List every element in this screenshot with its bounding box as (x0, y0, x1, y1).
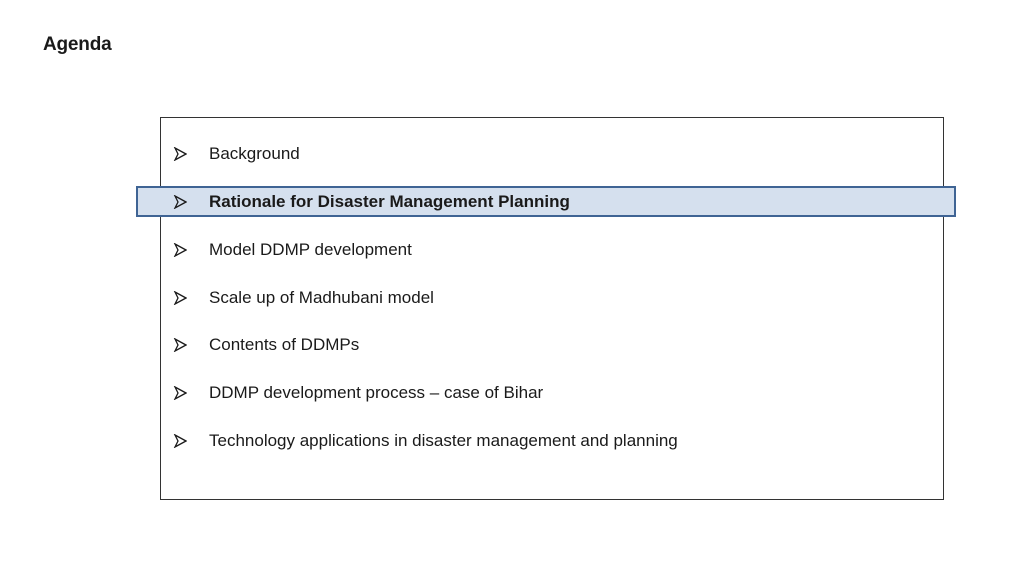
agenda-item-label: Background (209, 144, 300, 163)
arrow-bullet-icon (173, 338, 187, 352)
arrow-bullet-icon (173, 291, 187, 305)
agenda-item-label: Technology applications in disaster management and planning (209, 431, 678, 450)
agenda-item-label: Model DDMP development (209, 240, 412, 259)
agenda-item-label: Rationale for Disaster Management Planning (209, 192, 570, 211)
agenda-item-label: Scale up of Madhubani model (209, 288, 434, 307)
arrow-bullet-icon (173, 195, 187, 209)
arrow-bullet-icon (173, 243, 187, 257)
agenda-item-label: DDMP development process – case of Bihar (209, 383, 544, 402)
slide-title: Agenda (43, 34, 112, 55)
arrow-bullet-icon (173, 386, 187, 400)
agenda-item-label: Contents of DDMPs (209, 335, 360, 354)
arrow-bullet-icon (173, 434, 187, 448)
arrow-bullet-icon (173, 147, 187, 161)
